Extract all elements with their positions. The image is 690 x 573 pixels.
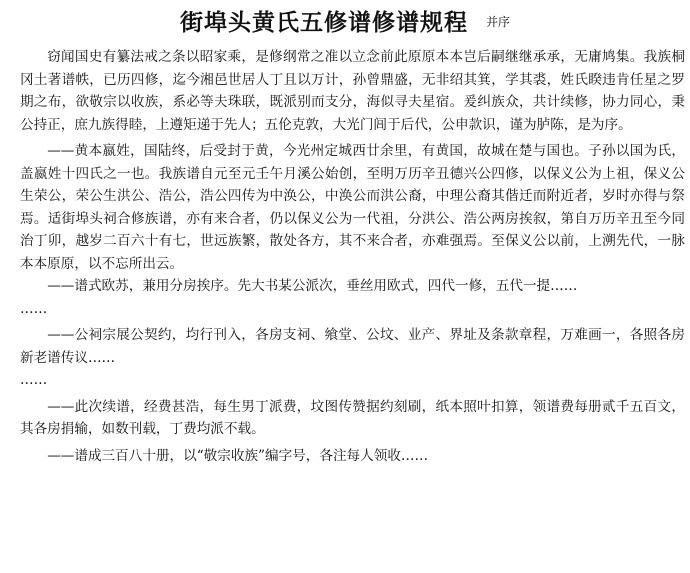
document-subtitle: 并序 (485, 15, 510, 29)
format-paragraph: ——谱式欧苏，兼用分房挨序。先大书某公派次，垂丝用欧式，四代一修，五代一提…… (47, 278, 578, 294)
funding-paragraph: ——此次续谱，经费甚浩，每生男丁派费，坟图传赞据约刻刷，纸本照叶扣算，领谱费每册贰千五百文，其各房捐输，如数刊载，丁费均派不载。 (20, 398, 685, 437)
document-body (20, 46, 685, 467)
omission-mark: …… (20, 300, 48, 317)
distribution-paragraph: ——谱成三百八十册，以“敬宗收族”编字号，各注每人领收…… (47, 447, 429, 464)
title-row (0, 4, 690, 37)
contract-paragraph: ——公祠宗展公契约，均行刊入，各房支祠、飨堂、公坟、业产、界址及条款章程，万难画一，各照各房新老谱传议…… (20, 327, 685, 366)
document-title: 街埠头黄氏五修谱修谱规程 (179, 10, 468, 36)
omission-mark: …… (20, 372, 48, 388)
preface-paragraph: 窃闻国史有纂法戒之条以昭家乘，是修纲常之准以立念前此原原本本岂后嗣继继承承，无庸鸠集。我族桐冈土著谱帙，已历四修，迄今湘邑世居人丁且以万计，孙曾鼎盛，无非绍其箕，学其裘，姓氏睽违肯任星之罗期之布，欲敬宗以收族，系必等夫珠联，既派别而支分，海似寻夫星宿。爰纠族众，共计续修，协力同心，秉公持正，庶九族得睦，上遵矩递于先人；五伦克敦，大光门闾于后代，公申款识，谨为胪陈，是为序。 (20, 49, 685, 133)
origin-paragraph: ——黄本嬴姓，国陆终，后受封于黄，今光州定城西廿余里，有黄国，故城在楚与国也。子孙以国为氏，盖嬴姓十四氏之一也。我族谱自元至元壬午月溪公始创，至明万历辛丑德兴公四修，以保义公为上祖，保义公生荣公，荣公生洪公、浩公，浩公四传为中涣公，中涣公而洪公裔，中理公裔其偕迁而附近者，岁时亦得与祭焉。适街埠头祠合修族谱，亦有来合者，仍以保义公为一代祖，分洪公、浩公两房挨叙，第自万历辛丑至今同治丁卯，越岁二百六十有七，世远族繁，散处各方，其不来合者，亦难强焉。至保义公以前，上溯先代，一脉本本原原，以不忘所出云。 (20, 143, 685, 272)
